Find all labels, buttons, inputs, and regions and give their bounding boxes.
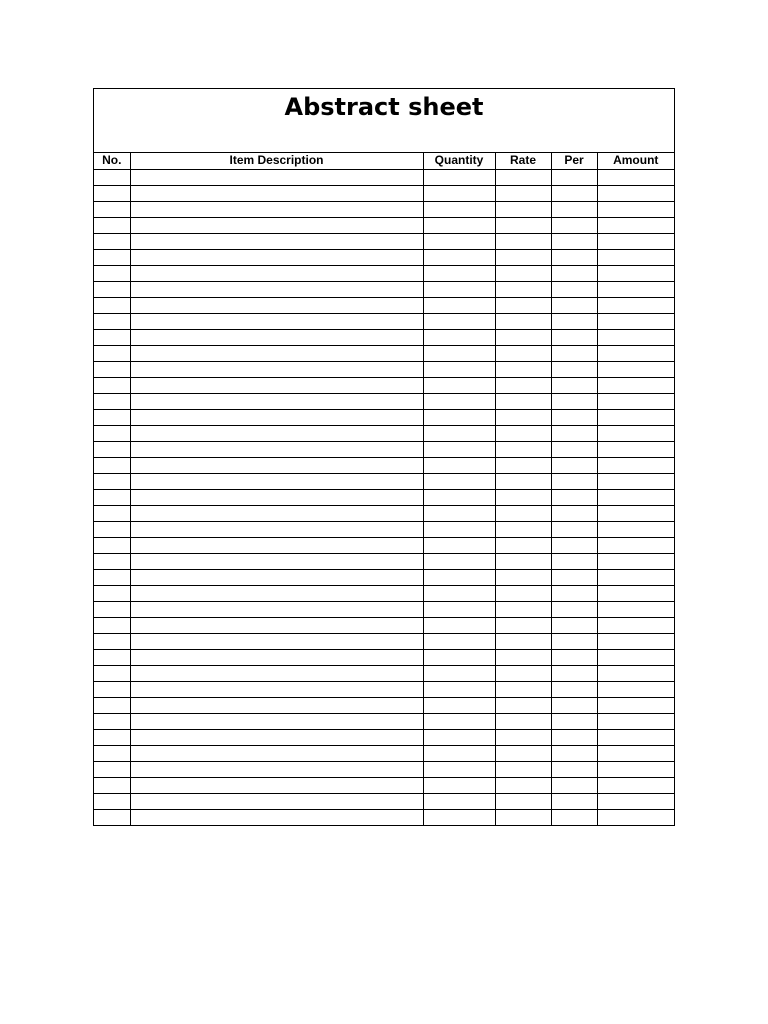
cell-no: [94, 521, 130, 537]
cell-description: [130, 569, 423, 585]
table-row: [94, 297, 674, 313]
cell-description: [130, 777, 423, 793]
cell-no: [94, 793, 130, 809]
cell-amount: [597, 553, 674, 569]
cell-amount: [597, 793, 674, 809]
cell-no: [94, 697, 130, 713]
cell-description: [130, 425, 423, 441]
cell-no: [94, 665, 130, 681]
cell-per: [551, 329, 597, 345]
cell-quantity: [423, 665, 495, 681]
cell-no: [94, 265, 130, 281]
cell-per: [551, 745, 597, 761]
cell-quantity: [423, 281, 495, 297]
table-row: [94, 681, 674, 697]
cell-quantity: [423, 729, 495, 745]
cell-amount: [597, 185, 674, 201]
cell-rate: [495, 473, 551, 489]
cell-per: [551, 793, 597, 809]
cell-description: [130, 585, 423, 601]
cell-amount: [597, 313, 674, 329]
table-row: [94, 473, 674, 489]
cell-per: [551, 665, 597, 681]
cell-rate: [495, 361, 551, 377]
page-title: Abstract sheet: [284, 93, 484, 121]
cell-rate: [495, 345, 551, 361]
cell-quantity: [423, 617, 495, 633]
cell-description: [130, 489, 423, 505]
cell-per: [551, 521, 597, 537]
table-row: [94, 777, 674, 793]
cell-no: [94, 809, 130, 825]
cell-description: [130, 505, 423, 521]
table-row: [94, 377, 674, 393]
cell-description: [130, 681, 423, 697]
cell-amount: [597, 505, 674, 521]
cell-amount: [597, 297, 674, 313]
cell-rate: [495, 601, 551, 617]
cell-quantity: [423, 297, 495, 313]
cell-quantity: [423, 505, 495, 521]
cell-per: [551, 233, 597, 249]
cell-quantity: [423, 169, 495, 185]
table-row: [94, 393, 674, 409]
cell-quantity: [423, 265, 495, 281]
cell-no: [94, 361, 130, 377]
cell-quantity: [423, 441, 495, 457]
table-row: [94, 457, 674, 473]
cell-description: [130, 393, 423, 409]
cell-per: [551, 377, 597, 393]
cell-rate: [495, 169, 551, 185]
cell-no: [94, 585, 130, 601]
cell-quantity: [423, 809, 495, 825]
cell-quantity: [423, 761, 495, 777]
cell-description: [130, 633, 423, 649]
table-row: [94, 505, 674, 521]
cell-quantity: [423, 425, 495, 441]
cell-rate: [495, 265, 551, 281]
cell-description: [130, 217, 423, 233]
cell-per: [551, 473, 597, 489]
cell-description: [130, 617, 423, 633]
table-row: [94, 169, 674, 185]
cell-no: [94, 169, 130, 185]
cell-no: [94, 185, 130, 201]
column-header-description: Item Description: [130, 153, 423, 169]
cell-description: [130, 409, 423, 425]
cell-amount: [597, 729, 674, 745]
cell-description: [130, 265, 423, 281]
cell-quantity: [423, 601, 495, 617]
cell-no: [94, 233, 130, 249]
cell-amount: [597, 201, 674, 217]
cell-rate: [495, 809, 551, 825]
cell-rate: [495, 777, 551, 793]
cell-per: [551, 185, 597, 201]
cell-description: [130, 281, 423, 297]
table-row: [94, 249, 674, 265]
cell-amount: [597, 713, 674, 729]
cell-per: [551, 489, 597, 505]
cell-rate: [495, 585, 551, 601]
cell-amount: [597, 777, 674, 793]
table-row: [94, 489, 674, 505]
cell-amount: [597, 409, 674, 425]
cell-per: [551, 409, 597, 425]
cell-per: [551, 361, 597, 377]
cell-rate: [495, 713, 551, 729]
table-row: [94, 233, 674, 249]
cell-quantity: [423, 777, 495, 793]
abstract-sheet: [93, 88, 675, 826]
cell-amount: [597, 425, 674, 441]
cell-rate: [495, 185, 551, 201]
table-row: [94, 649, 674, 665]
cell-no: [94, 377, 130, 393]
table-row: [94, 601, 674, 617]
table-row: [94, 345, 674, 361]
table-header-row: [94, 153, 674, 169]
cell-no: [94, 489, 130, 505]
table-row: [94, 697, 674, 713]
cell-no: [94, 345, 130, 361]
cell-description: [130, 249, 423, 265]
cell-no: [94, 393, 130, 409]
cell-amount: [597, 809, 674, 825]
table-row: [94, 313, 674, 329]
cell-rate: [495, 329, 551, 345]
cell-quantity: [423, 489, 495, 505]
cell-rate: [495, 201, 551, 217]
cell-amount: [597, 393, 674, 409]
cell-rate: [495, 537, 551, 553]
cell-per: [551, 553, 597, 569]
cell-rate: [495, 761, 551, 777]
column-header-quantity: Quantity: [423, 153, 495, 169]
cell-per: [551, 761, 597, 777]
table-row: [94, 617, 674, 633]
cell-quantity: [423, 217, 495, 233]
cell-description: [130, 793, 423, 809]
cell-per: [551, 617, 597, 633]
cell-amount: [597, 233, 674, 249]
cell-per: [551, 169, 597, 185]
cell-per: [551, 249, 597, 265]
title-area: [94, 89, 674, 153]
cell-quantity: [423, 329, 495, 345]
cell-description: [130, 601, 423, 617]
cell-per: [551, 217, 597, 233]
cell-per: [551, 441, 597, 457]
cell-description: [130, 809, 423, 825]
table-row: [94, 281, 674, 297]
cell-amount: [597, 217, 674, 233]
column-header-amount: Amount: [597, 153, 674, 169]
cell-quantity: [423, 185, 495, 201]
cell-per: [551, 809, 597, 825]
cell-rate: [495, 377, 551, 393]
cell-amount: [597, 761, 674, 777]
table-row: [94, 521, 674, 537]
column-header-per: Per: [551, 153, 597, 169]
cell-no: [94, 537, 130, 553]
table-row: [94, 425, 674, 441]
cell-per: [551, 697, 597, 713]
cell-description: [130, 169, 423, 185]
cell-amount: [597, 457, 674, 473]
cell-quantity: [423, 681, 495, 697]
cell-no: [94, 473, 130, 489]
table-row: [94, 585, 674, 601]
cell-per: [551, 457, 597, 473]
cell-quantity: [423, 409, 495, 425]
cell-per: [551, 569, 597, 585]
cell-description: [130, 457, 423, 473]
cell-description: [130, 521, 423, 537]
cell-per: [551, 265, 597, 281]
cell-amount: [597, 281, 674, 297]
cell-amount: [597, 441, 674, 457]
cell-rate: [495, 553, 551, 569]
cell-rate: [495, 281, 551, 297]
cell-per: [551, 777, 597, 793]
cell-per: [551, 393, 597, 409]
cell-quantity: [423, 697, 495, 713]
cell-no: [94, 425, 130, 441]
cell-quantity: [423, 793, 495, 809]
cell-per: [551, 649, 597, 665]
table-row: [94, 553, 674, 569]
cell-amount: [597, 649, 674, 665]
cell-description: [130, 697, 423, 713]
cell-description: [130, 761, 423, 777]
cell-quantity: [423, 377, 495, 393]
cell-no: [94, 681, 130, 697]
cell-quantity: [423, 473, 495, 489]
cell-amount: [597, 585, 674, 601]
cell-no: [94, 313, 130, 329]
table-row: [94, 409, 674, 425]
cell-amount: [597, 617, 674, 633]
cell-amount: [597, 329, 674, 345]
cell-amount: [597, 745, 674, 761]
table-row: [94, 569, 674, 585]
cell-amount: [597, 601, 674, 617]
cell-amount: [597, 473, 674, 489]
cell-quantity: [423, 393, 495, 409]
cell-no: [94, 617, 130, 633]
cell-per: [551, 601, 597, 617]
cell-rate: [495, 521, 551, 537]
cell-description: [130, 553, 423, 569]
cell-no: [94, 281, 130, 297]
cell-amount: [597, 249, 674, 265]
table-row: [94, 537, 674, 553]
cell-no: [94, 649, 130, 665]
cell-quantity: [423, 553, 495, 569]
cell-per: [551, 505, 597, 521]
cell-quantity: [423, 345, 495, 361]
cell-description: [130, 201, 423, 217]
cell-rate: [495, 505, 551, 521]
cell-quantity: [423, 745, 495, 761]
cell-no: [94, 329, 130, 345]
cell-rate: [495, 217, 551, 233]
cell-per: [551, 201, 597, 217]
cell-quantity: [423, 537, 495, 553]
abstract-table: [94, 153, 674, 825]
cell-quantity: [423, 521, 495, 537]
cell-description: [130, 361, 423, 377]
cell-rate: [495, 681, 551, 697]
cell-description: [130, 729, 423, 745]
cell-rate: [495, 745, 551, 761]
cell-description: [130, 745, 423, 761]
cell-rate: [495, 393, 551, 409]
cell-amount: [597, 361, 674, 377]
cell-no: [94, 729, 130, 745]
cell-no: [94, 777, 130, 793]
cell-quantity: [423, 233, 495, 249]
table-row: [94, 441, 674, 457]
cell-amount: [597, 697, 674, 713]
cell-per: [551, 729, 597, 745]
cell-amount: [597, 169, 674, 185]
table-row: [94, 329, 674, 345]
cell-quantity: [423, 649, 495, 665]
cell-amount: [597, 345, 674, 361]
cell-description: [130, 713, 423, 729]
cell-rate: [495, 569, 551, 585]
table-row: [94, 217, 674, 233]
cell-rate: [495, 425, 551, 441]
column-header-no: No.: [94, 153, 130, 169]
cell-no: [94, 601, 130, 617]
cell-quantity: [423, 713, 495, 729]
cell-per: [551, 713, 597, 729]
cell-rate: [495, 297, 551, 313]
cell-no: [94, 201, 130, 217]
cell-description: [130, 297, 423, 313]
cell-description: [130, 649, 423, 665]
table-row: [94, 809, 674, 825]
cell-description: [130, 537, 423, 553]
cell-quantity: [423, 585, 495, 601]
cell-rate: [495, 633, 551, 649]
table-row: [94, 361, 674, 377]
cell-description: [130, 441, 423, 457]
cell-no: [94, 457, 130, 473]
cell-no: [94, 553, 130, 569]
cell-description: [130, 473, 423, 489]
cell-quantity: [423, 361, 495, 377]
cell-rate: [495, 617, 551, 633]
cell-no: [94, 297, 130, 313]
table-row: [94, 761, 674, 777]
cell-amount: [597, 569, 674, 585]
table-row: [94, 265, 674, 281]
cell-no: [94, 569, 130, 585]
cell-per: [551, 281, 597, 297]
cell-amount: [597, 681, 674, 697]
cell-rate: [495, 649, 551, 665]
cell-quantity: [423, 313, 495, 329]
cell-quantity: [423, 201, 495, 217]
cell-per: [551, 313, 597, 329]
cell-rate: [495, 489, 551, 505]
table-row: [94, 793, 674, 809]
cell-no: [94, 441, 130, 457]
cell-rate: [495, 249, 551, 265]
cell-description: [130, 377, 423, 393]
table-row: [94, 665, 674, 681]
cell-rate: [495, 697, 551, 713]
cell-amount: [597, 537, 674, 553]
cell-no: [94, 249, 130, 265]
cell-rate: [495, 409, 551, 425]
table-row: [94, 633, 674, 649]
cell-per: [551, 297, 597, 313]
cell-per: [551, 537, 597, 553]
cell-quantity: [423, 633, 495, 649]
cell-no: [94, 761, 130, 777]
cell-description: [130, 665, 423, 681]
table-row: [94, 201, 674, 217]
cell-per: [551, 681, 597, 697]
table-row: [94, 185, 674, 201]
cell-amount: [597, 377, 674, 393]
cell-rate: [495, 665, 551, 681]
cell-amount: [597, 489, 674, 505]
cell-quantity: [423, 457, 495, 473]
cell-per: [551, 633, 597, 649]
cell-rate: [495, 441, 551, 457]
cell-quantity: [423, 569, 495, 585]
cell-no: [94, 633, 130, 649]
cell-no: [94, 217, 130, 233]
cell-amount: [597, 633, 674, 649]
cell-no: [94, 745, 130, 761]
cell-no: [94, 713, 130, 729]
cell-rate: [495, 793, 551, 809]
cell-amount: [597, 265, 674, 281]
cell-no: [94, 409, 130, 425]
cell-per: [551, 425, 597, 441]
table-row: [94, 745, 674, 761]
cell-description: [130, 313, 423, 329]
cell-quantity: [423, 249, 495, 265]
cell-rate: [495, 313, 551, 329]
cell-description: [130, 345, 423, 361]
cell-rate: [495, 233, 551, 249]
cell-rate: [495, 457, 551, 473]
cell-per: [551, 345, 597, 361]
cell-amount: [597, 521, 674, 537]
cell-no: [94, 505, 130, 521]
table-row: [94, 713, 674, 729]
cell-description: [130, 329, 423, 345]
cell-description: [130, 185, 423, 201]
cell-description: [130, 233, 423, 249]
cell-amount: [597, 665, 674, 681]
column-header-rate: Rate: [495, 153, 551, 169]
cell-rate: [495, 729, 551, 745]
table-row: [94, 729, 674, 745]
cell-per: [551, 585, 597, 601]
